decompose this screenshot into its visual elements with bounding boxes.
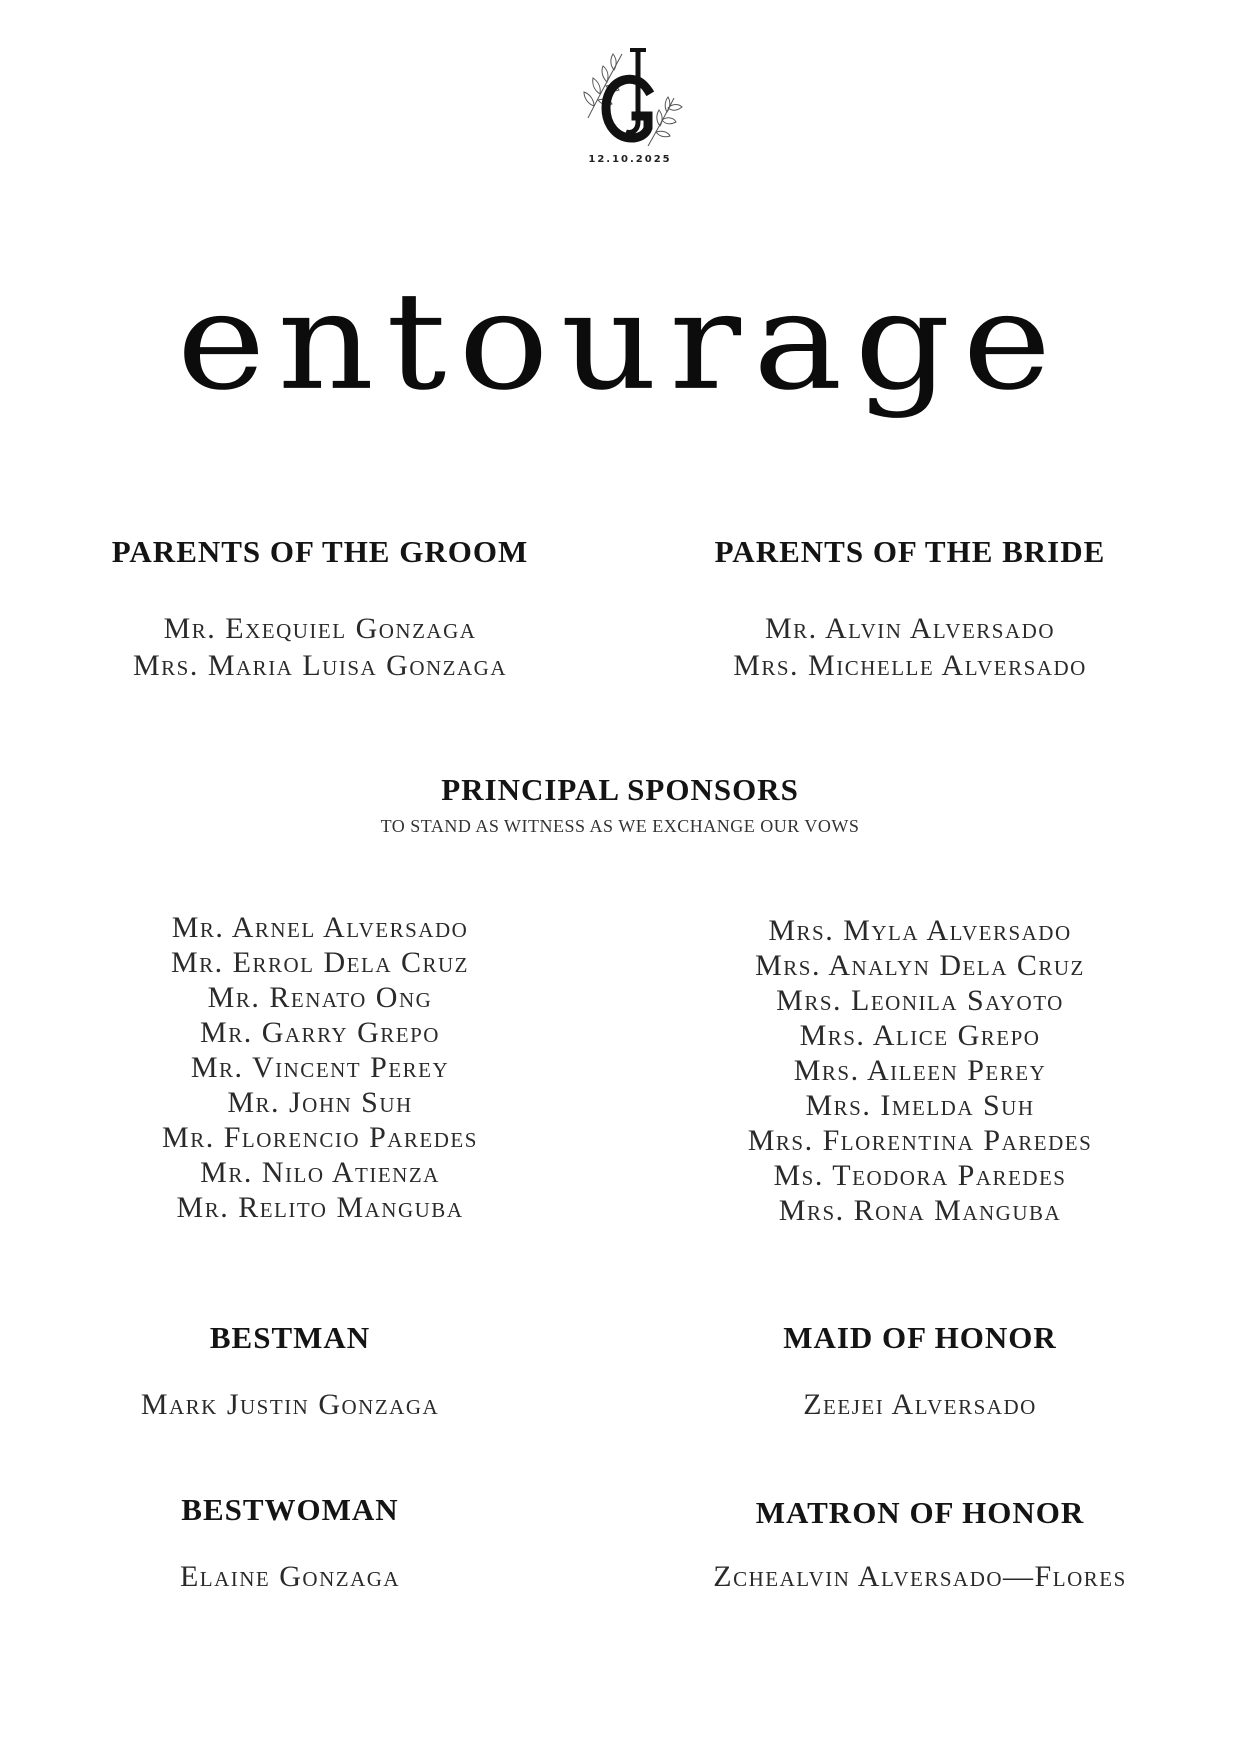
sponsor-name: Mr. John Suh	[227, 1086, 413, 1119]
sponsor-name: Mrs. Leonila Sayoto	[776, 984, 1064, 1017]
parents-groom-name: Mrs. Maria Luisa Gonzaga	[132, 649, 507, 682]
monogram-logo	[570, 46, 690, 176]
sponsor-name: Mr. Vincent Perey	[190, 1051, 450, 1084]
sponsor-name: Mr. Relito Manguba	[176, 1191, 464, 1224]
sponsor-name: Mrs. Florentina Paredes	[747, 1124, 1093, 1157]
sponsor-name: Mr. Garry Grepo	[200, 1016, 440, 1049]
sponsor-name: Mr. Arnel Alversado	[171, 911, 469, 944]
sponsor-name: Mrs. Alice Grepo	[799, 1019, 1041, 1052]
parents-groom-heading: PARENTS OF THE GROOM	[111, 534, 529, 569]
wedding-date: 12.10.2025	[588, 154, 672, 165]
sponsor-name: Mr. Errol Dela Cruz	[170, 946, 469, 979]
parents-groom-name: Mr. Exequiel Gonzaga	[163, 612, 477, 645]
matron-of-honor-heading: MATRON OF HONOR	[755, 1495, 1085, 1530]
sponsor-name: Mr. Renato Ong	[207, 981, 433, 1014]
sponsor-name: Mrs. Analyn Dela Cruz	[755, 949, 1085, 982]
sponsor-name: Mrs. Aileen Perey	[793, 1054, 1047, 1087]
principal-sponsors-women-list	[640, 913, 1200, 1228]
principal-sponsors-subheading: TO STAND AS WITNESS AS WE EXCHANGE OUR VOWS	[380, 816, 860, 836]
parents-bride-heading: PARENTS OF THE BRIDE	[714, 534, 1106, 569]
page-title: entourage	[176, 263, 1064, 421]
sponsor-name: Mrs. Rona Manguba	[778, 1194, 1062, 1227]
principal-sponsors-men-list	[60, 910, 580, 1225]
sponsor-name: Ms. Teodora Paredes	[773, 1159, 1067, 1192]
bestman-name: Mark Justin Gonzaga	[140, 1388, 440, 1421]
sponsor-name: Mrs. Myla Alversado	[768, 914, 1072, 947]
bestwoman-name: Elaine Gonzaga	[179, 1560, 401, 1593]
principal-sponsors-heading: PRINCIPAL SPONSORS	[441, 772, 799, 807]
monogram-emblem	[570, 46, 690, 154]
sponsor-name: Mrs. Imelda Suh	[805, 1089, 1035, 1122]
maid-of-honor-heading: MAID OF HONOR	[783, 1320, 1057, 1355]
parents-bride-list	[620, 610, 1200, 684]
bestwoman-heading: BESTWOMAN	[181, 1492, 399, 1527]
matron-of-honor-name: Zchealvin Alversado—Flores	[713, 1560, 1127, 1593]
maid-of-honor-name: Zeejei Alversado	[803, 1388, 1037, 1421]
bestman-heading: BESTMAN	[209, 1320, 371, 1355]
parents-groom-list	[40, 610, 600, 684]
sponsor-name: Mr. Florencio Paredes	[162, 1121, 478, 1154]
parents-bride-name: Mr. Alvin Alversado	[764, 612, 1055, 645]
sponsor-name: Mr. Nilo Atienza	[200, 1156, 440, 1189]
parents-bride-name: Mrs. Michelle Alversado	[733, 649, 1087, 682]
